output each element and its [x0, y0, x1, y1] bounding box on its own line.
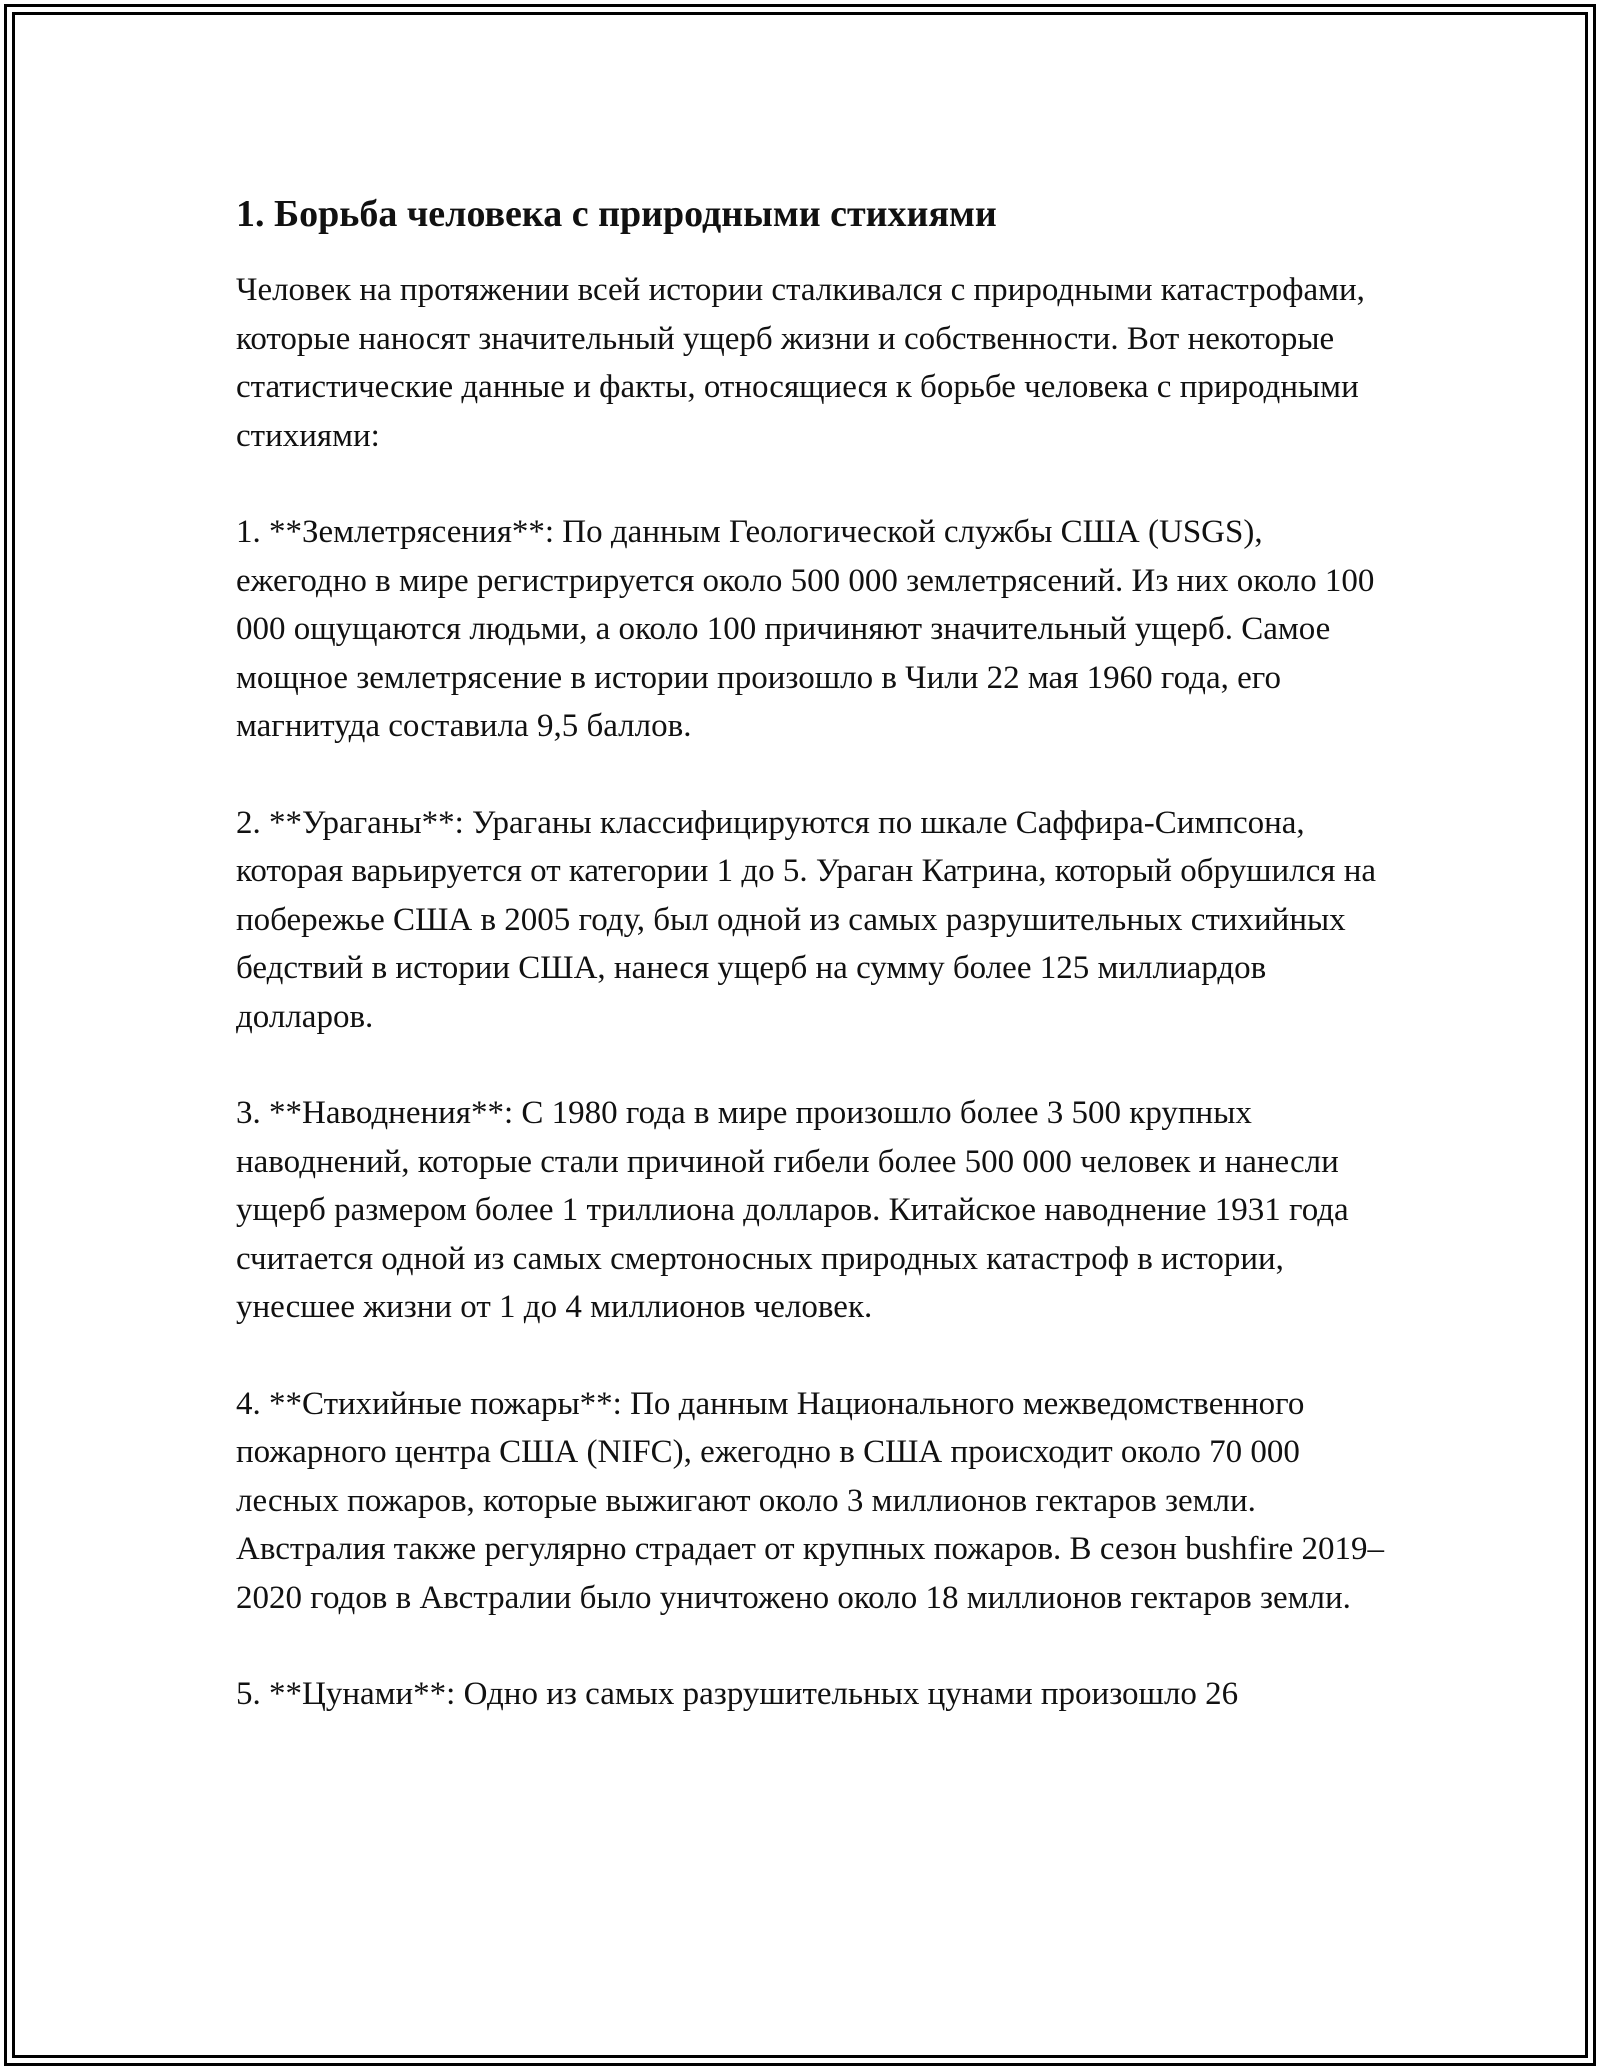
document-title: 1. Борьба человека с природными стихиями	[236, 193, 997, 235]
list-item-earthquakes: 1. **Землетрясения**: По данным Геологической службы США (USGS), ежегодно в мире регистрируется около 500 000 землетрясений. Из них около 100 000 ощущаются людьми, а около 100 причиняют значительный ущерб. Самое мощное землетрясение в истории произошло в Чили 22 мая 1960 года, его магнитуда составила 9,5 баллов.	[236, 514, 1375, 744]
list-item-hurricanes: 2. **Ураганы**: Ураганы классифицируются по шкале Саффира-Симпсона, которая варьируется от категории 1 до 5. Ураган Катрина, который обрушился на побережье США в 2005 году, был одной из самых разрушительных стихийных бедствий в истории США, нанеся ущерб на сумму более 125 миллиардов долларов.	[236, 804, 1376, 1035]
intro-paragraph: Человек на протяжении всей истории сталкивался с природными катастрофами, которые наносят значительный ущерб жизни и собственности. Вот некоторые статистические данные и факты, относящиеся к борьбе человека с природными стихиями:	[236, 272, 1365, 454]
document-body	[236, 188, 1386, 1767]
list-item-floods: 3. **Наводнения**: С 1980 года в мире произошло более 3 500 крупных наводнений, которые стали причиной гибели более 500 000 человек и нанесли ущерб размером более 1 триллиона долларов. Китайское наводнение 1931 года считается одной из самых смертоносных природных катастроф в истории, унесшее жизни от 1 до 4 миллионов человек.	[236, 1095, 1349, 1325]
list-item-tsunami: 5. **Цунами**: Одно из самых разрушительных цунами произошло 26	[236, 1676, 1239, 1712]
list-item-wildfires: 4. **Стихийные пожары**: По данным Национального межведомственного пожарного центра США (NIFC), ежегодно в США происходит около 70 000 лесных пожаров, которые выжигают около 3 миллионов гектаров земли. Австралия также регулярно страдает от крупных пожаров. В сезон bushfire 2019–2020 годов в Австралии было уничтожено около 18 миллионов гектаров земли.	[236, 1385, 1385, 1616]
